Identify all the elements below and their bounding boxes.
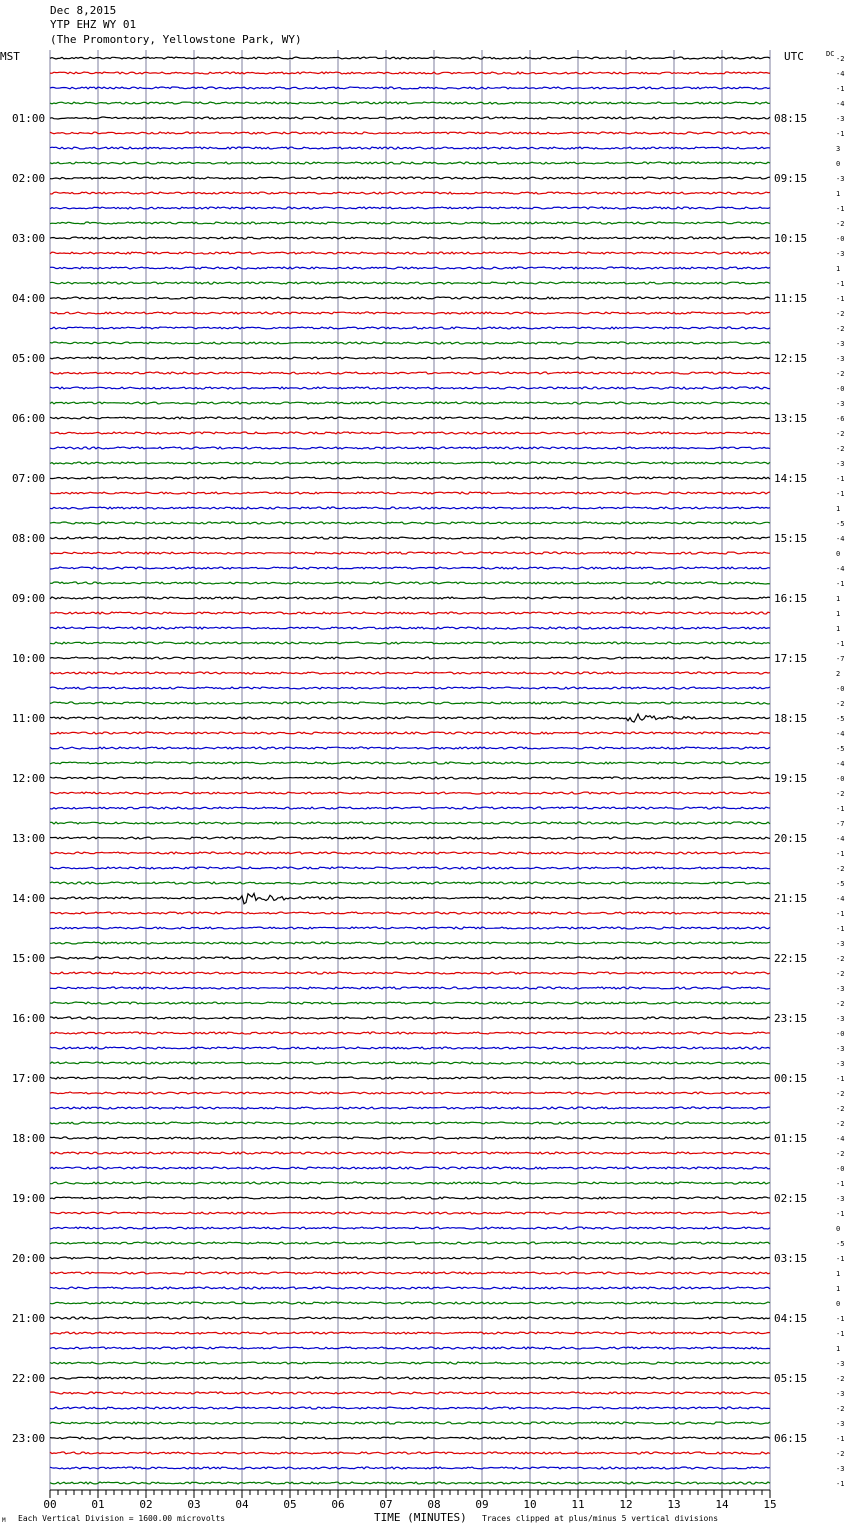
dc-offset-value: -2: [836, 325, 845, 333]
dc-offset-value: -2: [836, 220, 845, 228]
dc-offset-value: -3: [836, 250, 845, 258]
utc-hour-label: 03:15: [774, 1252, 808, 1265]
trace-line: [50, 1167, 770, 1169]
dc-offset-value: -2: [836, 1090, 845, 1098]
dc-offset-value: -1: [836, 640, 845, 648]
trace-line: [50, 714, 770, 722]
mst-hour-label: 15:00: [12, 952, 46, 965]
trace-line: [50, 882, 770, 884]
utc-hour-label: 10:15: [774, 232, 808, 245]
mst-hour-label: 02:00: [12, 172, 46, 185]
dc-offset-value: -2: [836, 1120, 845, 1128]
dc-offset-value: -7: [836, 655, 845, 663]
trace-line: [50, 642, 770, 644]
trace-line: [50, 702, 770, 704]
dc-offset-value: -2: [836, 955, 845, 963]
trace-line: [50, 1272, 770, 1274]
dc-offset-value: -0: [836, 685, 845, 693]
mst-hour-label: 18:00: [12, 1132, 46, 1145]
trace-line: [50, 732, 770, 734]
dc-offset-value: -2: [836, 790, 845, 798]
dc-offset-value: -1: [836, 1210, 845, 1218]
utc-hour-label: 18:15: [774, 712, 808, 725]
trace-line: [50, 342, 770, 344]
dc-offset-value: -3: [836, 175, 845, 183]
dc-offset-value: -4: [836, 835, 845, 843]
utc-hour-label: 19:15: [774, 772, 808, 785]
clip-note: Traces clipped at plus/minus 5 vertical divisions: [482, 1514, 719, 1523]
trace-line: [50, 132, 770, 134]
utc-hour-label: 21:15: [774, 892, 808, 905]
dc-offset-value: -3: [836, 400, 845, 408]
dc-offset-value: -1: [836, 1435, 845, 1443]
trace-line: [50, 387, 770, 389]
dc-offset-value: -7: [836, 820, 845, 828]
trace-line: [50, 1122, 770, 1124]
dc-offset-value: -5: [836, 715, 845, 723]
trace-line: [50, 1017, 770, 1019]
dc-offset-value: -2: [836, 310, 845, 318]
dc-offset-value: -1: [836, 205, 845, 213]
dc-offset-value: -4: [836, 760, 845, 768]
dc-offset-value: -1: [836, 85, 845, 93]
trace-line: [50, 297, 770, 299]
mst-hour-label: 06:00: [12, 412, 46, 425]
dc-offset-value: -1: [836, 1180, 845, 1188]
dc-offset-value: -1: [836, 130, 845, 138]
dc-offset-value: -2: [836, 370, 845, 378]
mst-hour-label: 04:00: [12, 292, 46, 305]
trace-line: [50, 912, 770, 914]
mst-hour-label: 07:00: [12, 472, 46, 485]
dc-offset-value: 3: [836, 145, 841, 153]
dc-offset-value: -0: [836, 235, 845, 243]
mst-hour-label: 05:00: [12, 352, 46, 365]
dc-offset-value: -3: [836, 1015, 845, 1023]
trace-line: [50, 327, 770, 329]
trace-line: [50, 1422, 770, 1424]
dc-offset-value: -3: [836, 940, 845, 948]
trace-line: [50, 267, 770, 269]
trace-line: [50, 747, 770, 749]
trace-line: [50, 1362, 770, 1364]
trace-line: [50, 477, 770, 479]
trace-line: [50, 1032, 770, 1034]
trace-line: [50, 522, 770, 524]
dc-offset-value: -4: [836, 535, 845, 543]
trace-line: [50, 567, 770, 569]
x-tick-label: 10: [523, 1498, 537, 1511]
dc-offset-value: -0: [836, 385, 845, 393]
trace-line: [50, 627, 770, 629]
dc-offset-value: -3: [836, 1465, 845, 1473]
dc-offset-value: -5: [836, 745, 845, 753]
dc-offset-value: -3: [836, 1390, 845, 1398]
dc-offset-value: 0: [836, 160, 841, 168]
utc-hour-label: 02:15: [774, 1192, 808, 1205]
trace-line: [50, 1047, 770, 1049]
mst-hour-label: 01:00: [12, 112, 46, 125]
dc-offset-value: -2: [836, 970, 845, 978]
mst-hour-label: 12:00: [12, 772, 46, 785]
dc-offset-value: -1: [836, 580, 845, 588]
dc-offset-value: -1: [836, 805, 845, 813]
trace-line: [50, 1347, 770, 1349]
dc-offset-value: -2: [836, 700, 845, 708]
trace-line: [50, 1227, 770, 1229]
dc-offset-value: -2: [836, 1000, 845, 1008]
utc-hour-label: 04:15: [774, 1312, 808, 1325]
x-tick-label: 02: [139, 1498, 153, 1511]
dc-offset-value: -2: [836, 1405, 845, 1413]
trace-line: [50, 72, 770, 74]
dc-offset-value: -4: [836, 730, 845, 738]
x-tick-label: 01: [91, 1498, 105, 1511]
trace-line: [50, 117, 770, 119]
utc-hour-label: 15:15: [774, 532, 808, 545]
trace-line: [50, 192, 770, 194]
utc-hour-label: 06:15: [774, 1432, 808, 1445]
mst-hour-label: 09:00: [12, 592, 46, 605]
utc-hour-label: 22:15: [774, 952, 808, 965]
mst-hour-label: 13:00: [12, 832, 46, 845]
dc-offset-header: DC: [826, 50, 835, 58]
utc-timezone-label: UTC: [784, 50, 804, 63]
dc-offset-value: 2: [836, 670, 841, 678]
trace-line: [50, 1092, 770, 1094]
x-tick-label: 05: [283, 1498, 297, 1511]
dc-offset-value: -1: [836, 850, 845, 858]
mst-hour-label: 10:00: [12, 652, 46, 665]
trace-line: [50, 822, 770, 824]
trace-line: [50, 147, 770, 149]
trace-area: [50, 57, 770, 1484]
utc-hour-label: 20:15: [774, 832, 808, 845]
utc-hour-label: 00:15: [774, 1072, 808, 1085]
x-tick-label: 13: [667, 1498, 681, 1511]
x-tick-label: 07: [379, 1498, 393, 1511]
x-tick-label: 04: [235, 1498, 249, 1511]
trace-line: [50, 852, 770, 854]
x-tick-label: 15: [763, 1498, 777, 1511]
mst-hour-label: 21:00: [12, 1312, 46, 1325]
dc-offset-value: 1: [836, 190, 841, 198]
dc-offset-value: 0: [836, 1225, 841, 1233]
dc-offset-value: -2: [836, 1150, 845, 1158]
dc-offset-value: -1: [836, 1075, 845, 1083]
mst-hour-label: 22:00: [12, 1372, 46, 1385]
dc-offset-value: -6: [836, 415, 845, 423]
x-tick-label: 08: [427, 1498, 441, 1511]
utc-hour-label: 05:15: [774, 1372, 808, 1385]
utc-hour-label: 12:15: [774, 352, 808, 365]
trace-line: [50, 867, 770, 869]
trace-line: [50, 1137, 770, 1139]
dc-offset-value: 1: [836, 1270, 841, 1278]
trace-line: [50, 432, 770, 434]
dc-offset-value: -4: [836, 70, 845, 78]
dc-offset-value: -1: [836, 475, 845, 483]
dc-offset-value: -2: [836, 1375, 845, 1383]
dc-offset-value: -0: [836, 775, 845, 783]
utc-hour-label: 13:15: [774, 412, 808, 425]
x-tick-label: 06: [331, 1498, 345, 1511]
trace-line: [50, 582, 770, 584]
dc-offset-value: -1: [836, 295, 845, 303]
dc-offset-value: -1: [836, 1480, 845, 1488]
dc-offset-value: -5: [836, 520, 845, 528]
dc-offset-value: -4: [836, 565, 845, 573]
trace-line: [50, 372, 770, 374]
trace-line: [50, 237, 770, 239]
local-timezone-label: MST: [0, 50, 20, 63]
trace-line: [50, 1287, 770, 1289]
trace-line: [50, 1332, 770, 1334]
dc-offset-value: -3: [836, 1060, 845, 1068]
utc-hour-label: 16:15: [774, 592, 808, 605]
trace-line: [50, 1182, 770, 1184]
dc-offset-value: -4: [836, 1135, 845, 1143]
dc-offset-value: 1: [836, 595, 841, 603]
trace-line: [50, 1212, 770, 1214]
trace-line: [50, 177, 770, 179]
dc-offset-value: 1: [836, 265, 841, 273]
dc-offset-value: -4: [836, 100, 845, 108]
trace-line: [50, 507, 770, 509]
x-tick-label: 14: [715, 1498, 729, 1511]
dc-offset-value: -5: [836, 1240, 845, 1248]
trace-line: [50, 837, 770, 839]
dc-offset-value: 0: [836, 550, 841, 558]
mst-hour-label: 19:00: [12, 1192, 46, 1205]
dc-offset-value: -3: [836, 460, 845, 468]
trace-line: [50, 57, 770, 59]
dc-offset-value: -3: [836, 1045, 845, 1053]
trace-line: [50, 252, 770, 254]
dc-offset-value: -3: [836, 1420, 845, 1428]
trace-line: [50, 1407, 770, 1409]
dc-offset-value: 1: [836, 1285, 841, 1293]
trace-line: [50, 597, 770, 599]
trace-line: [50, 537, 770, 539]
dc-offset-value: 1: [836, 505, 841, 513]
trace-line: [50, 1437, 770, 1439]
trace-line: [50, 807, 770, 809]
trace-line: [50, 1257, 770, 1259]
trace-line: [50, 1302, 770, 1304]
dc-offset-value: -2: [836, 865, 845, 873]
trace-line: [50, 102, 770, 104]
dc-offset-value: -1: [836, 280, 845, 288]
dc-offset-value: -3: [836, 340, 845, 348]
trace-line: [50, 1077, 770, 1079]
trace-line: [50, 657, 770, 659]
trace-line: [50, 417, 770, 419]
trace-line: [50, 612, 770, 614]
plot-date: Dec 8,2015: [50, 4, 117, 17]
mst-hour-label: 16:00: [12, 1012, 46, 1025]
dc-offset-value: -3: [836, 355, 845, 363]
trace-line: [50, 1062, 770, 1064]
dc-offset-value: -3: [836, 115, 845, 123]
trace-line: [50, 1377, 770, 1379]
mst-hour-label: 03:00: [12, 232, 46, 245]
dc-offset-value: -2: [836, 1105, 845, 1113]
dc-offset-value: -4: [836, 895, 845, 903]
utc-hour-label: 11:15: [774, 292, 808, 305]
mst-hour-label: 23:00: [12, 1432, 46, 1445]
utc-hour-label: 09:15: [774, 172, 808, 185]
trace-line: [50, 893, 770, 903]
trace-line: [50, 162, 770, 164]
x-tick-label: 03: [187, 1498, 201, 1511]
x-axis: [43, 1490, 776, 1511]
utc-hour-label: 08:15: [774, 112, 808, 125]
trace-line: [50, 402, 770, 404]
station-code: YTP EHZ WY 01: [50, 18, 137, 31]
dc-offset-value: -3: [836, 1360, 845, 1368]
mst-hour-label: 20:00: [12, 1252, 46, 1265]
dc-offset-value: -1: [836, 1315, 845, 1323]
x-axis-title: TIME (MINUTES): [374, 1511, 467, 1524]
trace-line: [50, 87, 770, 89]
trace-line: [50, 282, 770, 284]
trace-line: [50, 687, 770, 689]
trace-line: [50, 207, 770, 209]
dc-offset-value: -2: [836, 1450, 845, 1458]
dc-offset-value: -2: [836, 445, 845, 453]
dc-offset-value: -2: [836, 430, 845, 438]
trace-line: [50, 777, 770, 779]
dc-offset-value: -1: [836, 1330, 845, 1338]
trace-line: [50, 972, 770, 974]
dc-offset-value: -1: [836, 910, 845, 918]
trace-line: [50, 1452, 770, 1454]
dc-offset-value: -1: [836, 490, 845, 498]
x-tick-label: 11: [571, 1498, 585, 1511]
trace-line: [50, 927, 770, 929]
dc-offset-value: -0: [836, 1165, 845, 1173]
trace-line: [50, 957, 770, 959]
corner-mark: M: [2, 1517, 6, 1524]
trace-line: [50, 1467, 770, 1469]
vertical-division-note: Each Vertical Division = 1600.00 microvolts: [18, 1514, 226, 1523]
trace-line: [50, 942, 770, 944]
x-tick-label: 09: [475, 1498, 489, 1511]
station-location: (The Promontory, Yellowstone Park, WY): [50, 33, 302, 46]
dc-offset-value: -3: [836, 985, 845, 993]
trace-line: [50, 792, 770, 794]
trace-line: [50, 462, 770, 464]
trace-line: [50, 1317, 770, 1319]
trace-line: [50, 357, 770, 359]
dc-offset-value: -5: [836, 880, 845, 888]
utc-hour-label: 14:15: [774, 472, 808, 485]
trace-line: [50, 447, 770, 449]
mst-hour-label: 11:00: [12, 712, 46, 725]
mst-hour-label: 08:00: [12, 532, 46, 545]
dc-offset-value: 1: [836, 1345, 841, 1353]
utc-hour-label: 01:15: [774, 1132, 808, 1145]
dc-offset-value: -0: [836, 1030, 845, 1038]
trace-line: [50, 222, 770, 224]
trace-line: [50, 1002, 770, 1004]
trace-line: [50, 1482, 770, 1484]
utc-hour-label: 17:15: [774, 652, 808, 665]
dc-offset-value: 0: [836, 1300, 841, 1308]
trace-line: [50, 1152, 770, 1154]
trace-line: [50, 1107, 770, 1109]
dc-offset-value: -3: [836, 1195, 845, 1203]
dc-offset-value: 1: [836, 625, 841, 633]
trace-line: [50, 987, 770, 989]
trace-line: [50, 672, 770, 674]
dc-offset-value: -1: [836, 925, 845, 933]
trace-line: [50, 1392, 770, 1394]
mst-hour-label: 14:00: [12, 892, 46, 905]
x-tick-label: 00: [43, 1498, 57, 1511]
trace-line: [50, 492, 770, 494]
trace-line: [50, 1242, 770, 1244]
dc-offset-value: -2: [836, 55, 845, 63]
trace-line: [50, 552, 770, 554]
dc-offset-value: 1: [836, 610, 841, 618]
trace-line: [50, 312, 770, 314]
mst-hour-label: 17:00: [12, 1072, 46, 1085]
trace-line: [50, 1197, 770, 1199]
trace-line: [50, 762, 770, 764]
utc-hour-label: 23:15: [774, 1012, 808, 1025]
dc-offset-value: -1: [836, 1255, 845, 1263]
x-tick-label: 12: [619, 1498, 633, 1511]
